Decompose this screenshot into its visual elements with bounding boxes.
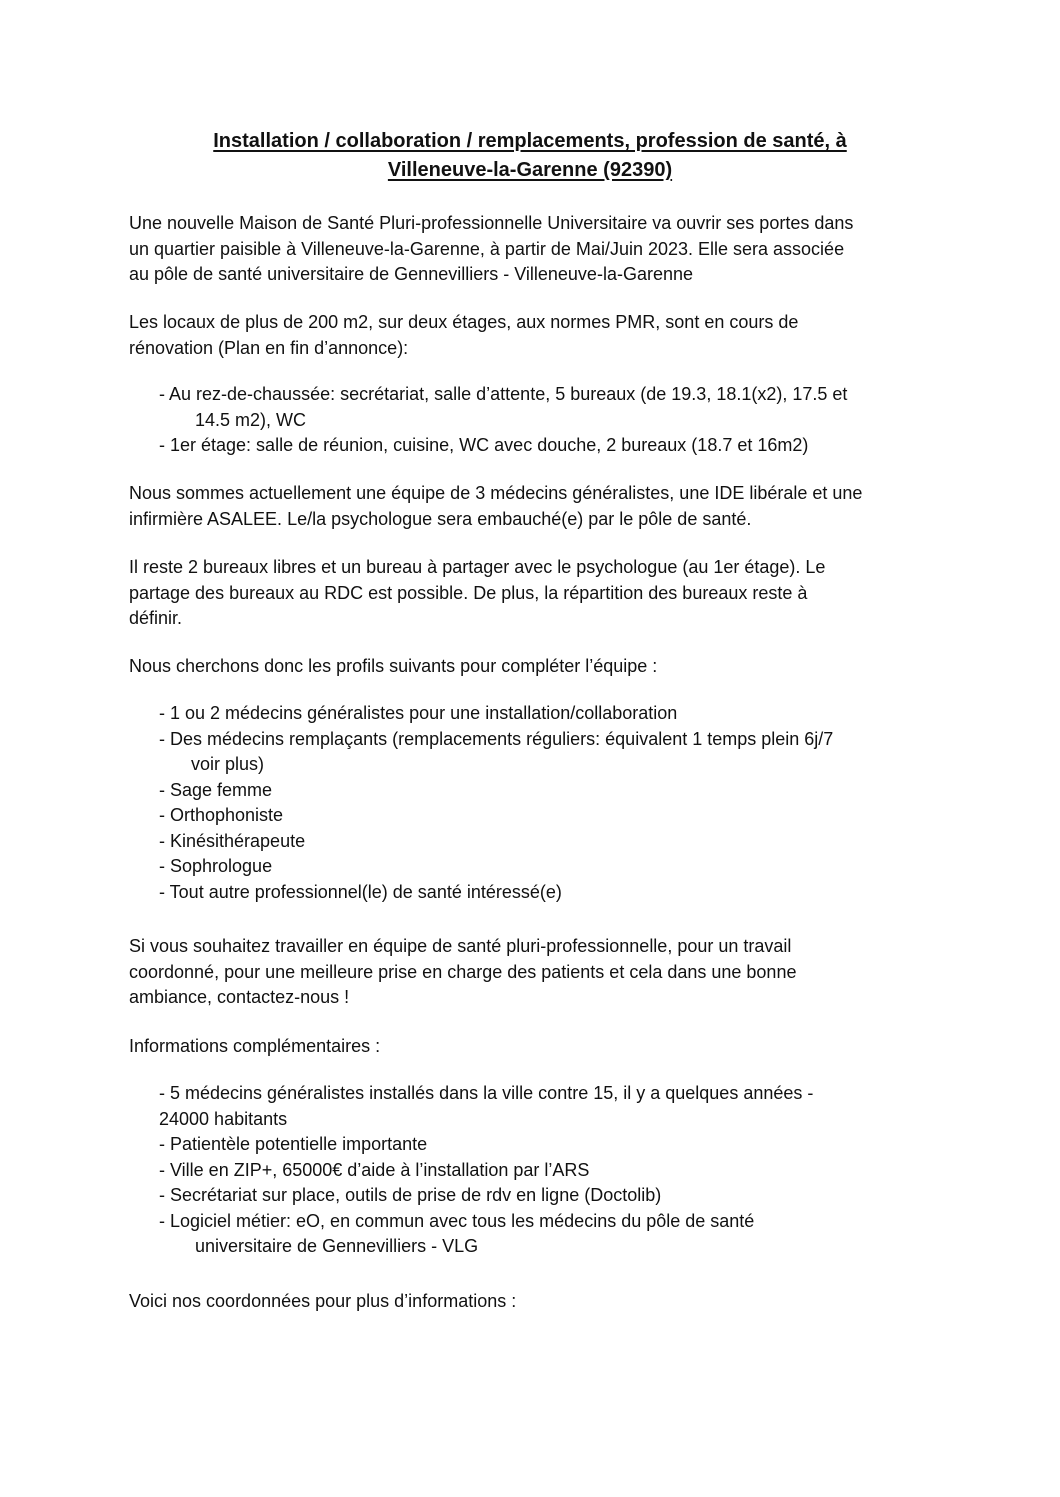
- bureaux-line: définir.: [129, 608, 183, 628]
- list-item-continuation: universitaire de Gennevilliers - VLG: [195, 1236, 479, 1256]
- bureaux-paragraph: [129, 555, 939, 632]
- list-item-text: - Tout autre professionnel(le) de santé intéressé(e): [159, 881, 562, 902]
- list-item: [159, 382, 939, 433]
- list-item-text: - Sophrologue: [159, 856, 273, 876]
- list-item: [159, 854, 939, 880]
- list-item-text: - Patientèle potentielle importante: [159, 1134, 428, 1154]
- contact-paragraph: [129, 934, 939, 1011]
- title-line-2: Villeneuve-la-Garenne (92390): [387, 159, 673, 181]
- list-item-text: - Kinésithérapeute: [159, 830, 306, 851]
- list-item: [159, 1081, 939, 1132]
- list-item-text: - Des médecins remplaçants (remplacements réguliers: équivalent 1 temps plein 6j/7: [159, 728, 834, 749]
- list-item: [159, 1132, 939, 1158]
- equipe-line: infirmière ASALEE. Le/la psychologue sera embauché(e) par le pôle de santé.: [129, 508, 752, 529]
- list-item: [159, 778, 939, 804]
- profils-list: [159, 701, 939, 905]
- list-item: [159, 727, 939, 778]
- coordonnees-paragraph: [129, 1289, 939, 1315]
- list-item: [159, 701, 939, 727]
- list-item: [159, 1158, 939, 1184]
- list-item-text: - 5 médecins généralistes installés dans la ville contre 15, il y a quelques années -: [159, 1083, 814, 1103]
- intro-paragraph: [129, 211, 939, 288]
- equipe-line: Nous sommes actuellement une équipe de 3 médecins généralistes, une IDE libérale et une: [129, 483, 863, 503]
- floors-list: [159, 382, 939, 459]
- list-item: [159, 829, 939, 855]
- list-item-continuation: 24000 habitants: [159, 1108, 288, 1129]
- locaux-line: Les locaux de plus de 200 m2, sur deux étages, aux normes PMR, sont en cours de: [129, 312, 799, 332]
- list-item: [159, 1183, 939, 1209]
- coordonnees-text: Voici nos coordonnées pour plus d’informations :: [129, 1291, 517, 1311]
- contact-line: ambiance, contactez-nous !: [129, 987, 350, 1007]
- list-item-text: - Secrétariat sur place, outils de prise de rdv en ligne (Doctolib): [159, 1185, 662, 1205]
- infos-intro: [129, 1034, 939, 1060]
- list-item: [159, 433, 939, 459]
- list-item-text: - Au rez-de-chaussée: secrétariat, salle d’attente, 5 bureaux (de 19.3, 18.1(x2), 17.5 et: [159, 384, 848, 404]
- intro-line: au pôle de santé universitaire de Gennevilliers - Villeneuve-la-Garenne: [129, 264, 693, 284]
- contact-line: Si vous souhaitez travailler en équipe de santé pluri-professionnelle, pour un travail: [129, 936, 792, 956]
- list-item-text: - Logiciel métier: eO, en commun avec tous les médecins du pôle de santé: [159, 1210, 755, 1231]
- page-title: [128, 127, 932, 185]
- intro-line: un quartier paisible à Villeneuve-la-Garenne, à partir de Mai/Juin 2023. Elle sera associée: [129, 238, 845, 259]
- list-item-continuation: voir plus): [191, 754, 265, 774]
- bureaux-line: Il reste 2 bureaux libres et un bureau à partager avec le psychologue (au 1er étage). Le: [129, 557, 826, 577]
- locaux-paragraph: [129, 310, 939, 361]
- infos-list: [159, 1081, 939, 1260]
- list-item-text: - 1er étage: salle de réunion, cuisine, WC avec douche, 2 bureaux (18.7 et 16m2): [159, 435, 809, 455]
- profils-intro-text: Nous cherchons donc les profils suivants pour compléter l’équipe :: [129, 656, 658, 676]
- list-item: [159, 1209, 939, 1260]
- list-item-text: - Sage femme: [159, 779, 273, 800]
- list-item: [159, 880, 939, 906]
- list-item-text: - Orthophoniste: [159, 805, 284, 825]
- intro-line: Une nouvelle Maison de Santé Pluri-professionnelle Universitaire va ouvrir ses portes dans: [129, 213, 854, 233]
- contact-line: coordonné, pour une meilleure prise en charge des patients et cela dans une bonne: [129, 961, 797, 982]
- equipe-paragraph: [129, 481, 939, 532]
- list-item-continuation: 14.5 m2), WC: [195, 409, 307, 430]
- title-line-1: Installation / collaboration / remplacements, profession de santé, à: [213, 130, 847, 152]
- bureaux-line: partage des bureaux au RDC est possible. De plus, la répartition des bureaux reste à: [129, 582, 808, 603]
- infos-intro-text: Informations complémentaires :: [129, 1036, 381, 1056]
- list-item: [159, 803, 939, 829]
- list-item-text: - 1 ou 2 médecins généralistes pour une installation/collaboration: [159, 703, 678, 723]
- locaux-line: rénovation (Plan en fin d’annonce):: [129, 337, 409, 358]
- profils-intro: [129, 654, 939, 680]
- list-item-text: - Ville en ZIP+, 65000€ d’aide à l’installation par l’ARS: [159, 1159, 590, 1180]
